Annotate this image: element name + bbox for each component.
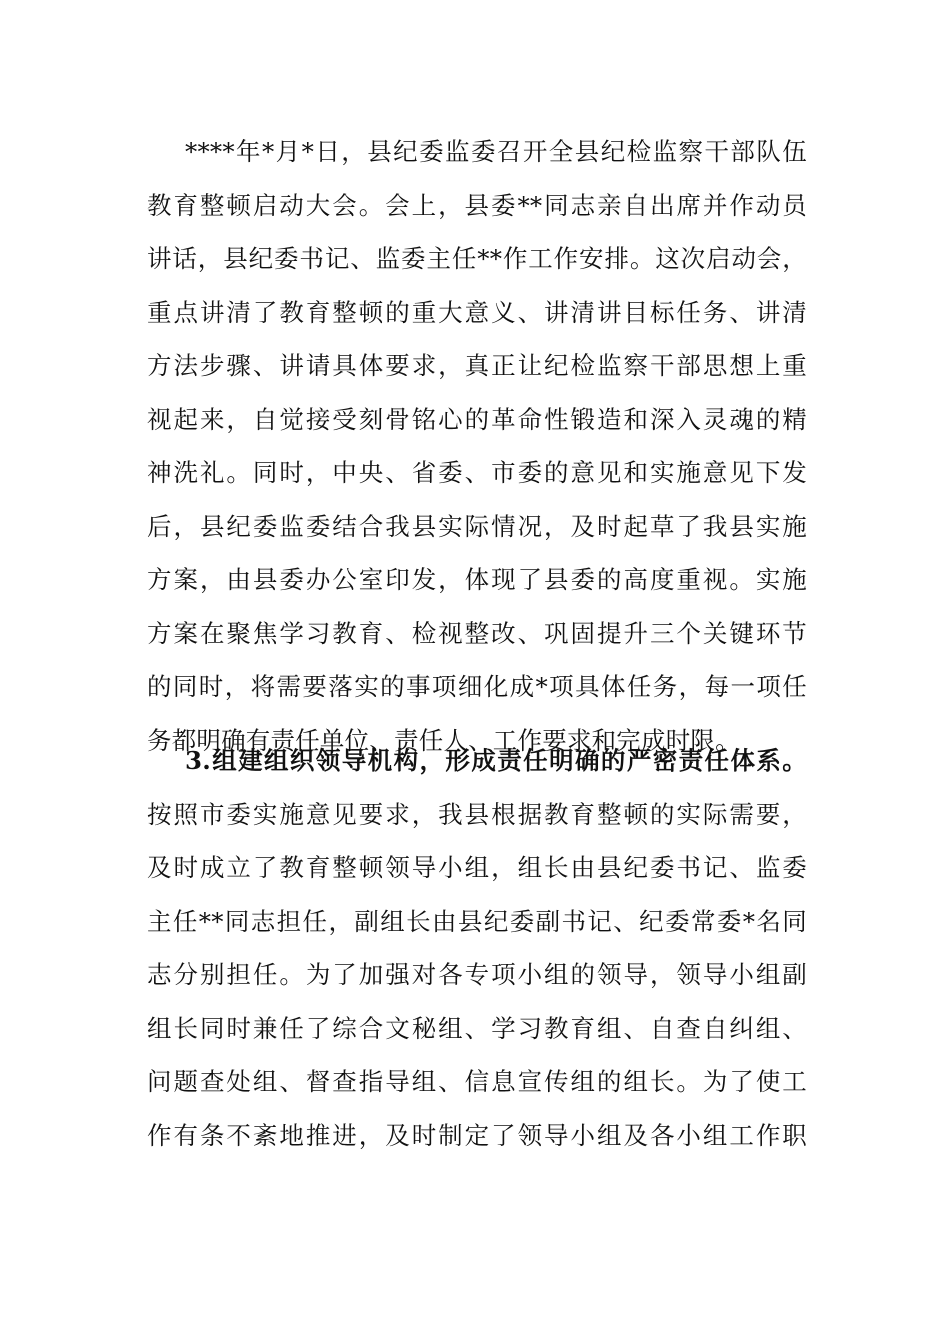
- text-line: ****年*月*日，县纪委监委召开全县纪检监察干部队伍: [185, 137, 807, 166]
- text-line: 视起来，自觉接受刻骨铭心的革命性锻造和深入灵魂的精: [147, 404, 807, 434]
- paragraph-launch-meeting: [147, 125, 807, 767]
- text-line: 务都明确有责任单位、责任人、工作要求和完成时限。: [147, 725, 740, 755]
- text-line: 的同时，将需要落实的事项细化成*项具体任务，每一项任: [147, 672, 807, 701]
- text-line: 方案在聚焦学习教育、检视整改、巩固提升三个关键环节: [147, 618, 807, 648]
- text-line: 神洗礼。同时，中央、省委、市委的意见和实施意见下发: [147, 458, 807, 487]
- paragraph-leadership-structure: [147, 734, 807, 1162]
- text-line: 方案，由县委办公室印发，体现了县委的高度重视。实施: [147, 565, 807, 594]
- text-line: 教育整顿启动大会。会上，县委**同志亲自出席并作动员: [147, 190, 807, 220]
- text-line: 后，县纪委监委结合我县实际情况，及时起草了我县实施: [147, 511, 807, 541]
- text-line: 作有条不紊地推进，及时制定了领导小组及各小组工作职: [147, 1120, 807, 1150]
- text-line: 讲话，县纪委书记、监委主任**作工作安排。这次启动会，: [147, 244, 807, 273]
- text-line: 重点讲清了教育整顿的重大意义、讲清讲目标任务、讲清: [147, 297, 807, 327]
- text-line: 主任**同志担任，副组长由县纪委副书记、纪委常委*名同: [147, 906, 807, 936]
- text-line: 志分别担任。为了加强对各专项小组的领导，领导小组副: [147, 960, 807, 989]
- text-line: 及时成立了教育整顿领导小组，组长由县纪委书记、监委: [147, 853, 807, 882]
- text-line: 按照市委实施意见要求，我县根据教育整顿的实际需要，: [147, 799, 807, 829]
- text-line: 组长同时兼任了综合文秘组、学习教育组、自查自纠组、: [147, 1013, 807, 1043]
- section-heading: 3.组建组织领导机构，形成责任明确的严密责任体系。: [185, 746, 807, 775]
- text-line: 问题查处组、督查指导组、信息宣传组的组长。为了使工: [147, 1067, 807, 1096]
- text-line: 方法步骤、讲请具体要求，真正让纪检监察干部思想上重: [147, 351, 807, 380]
